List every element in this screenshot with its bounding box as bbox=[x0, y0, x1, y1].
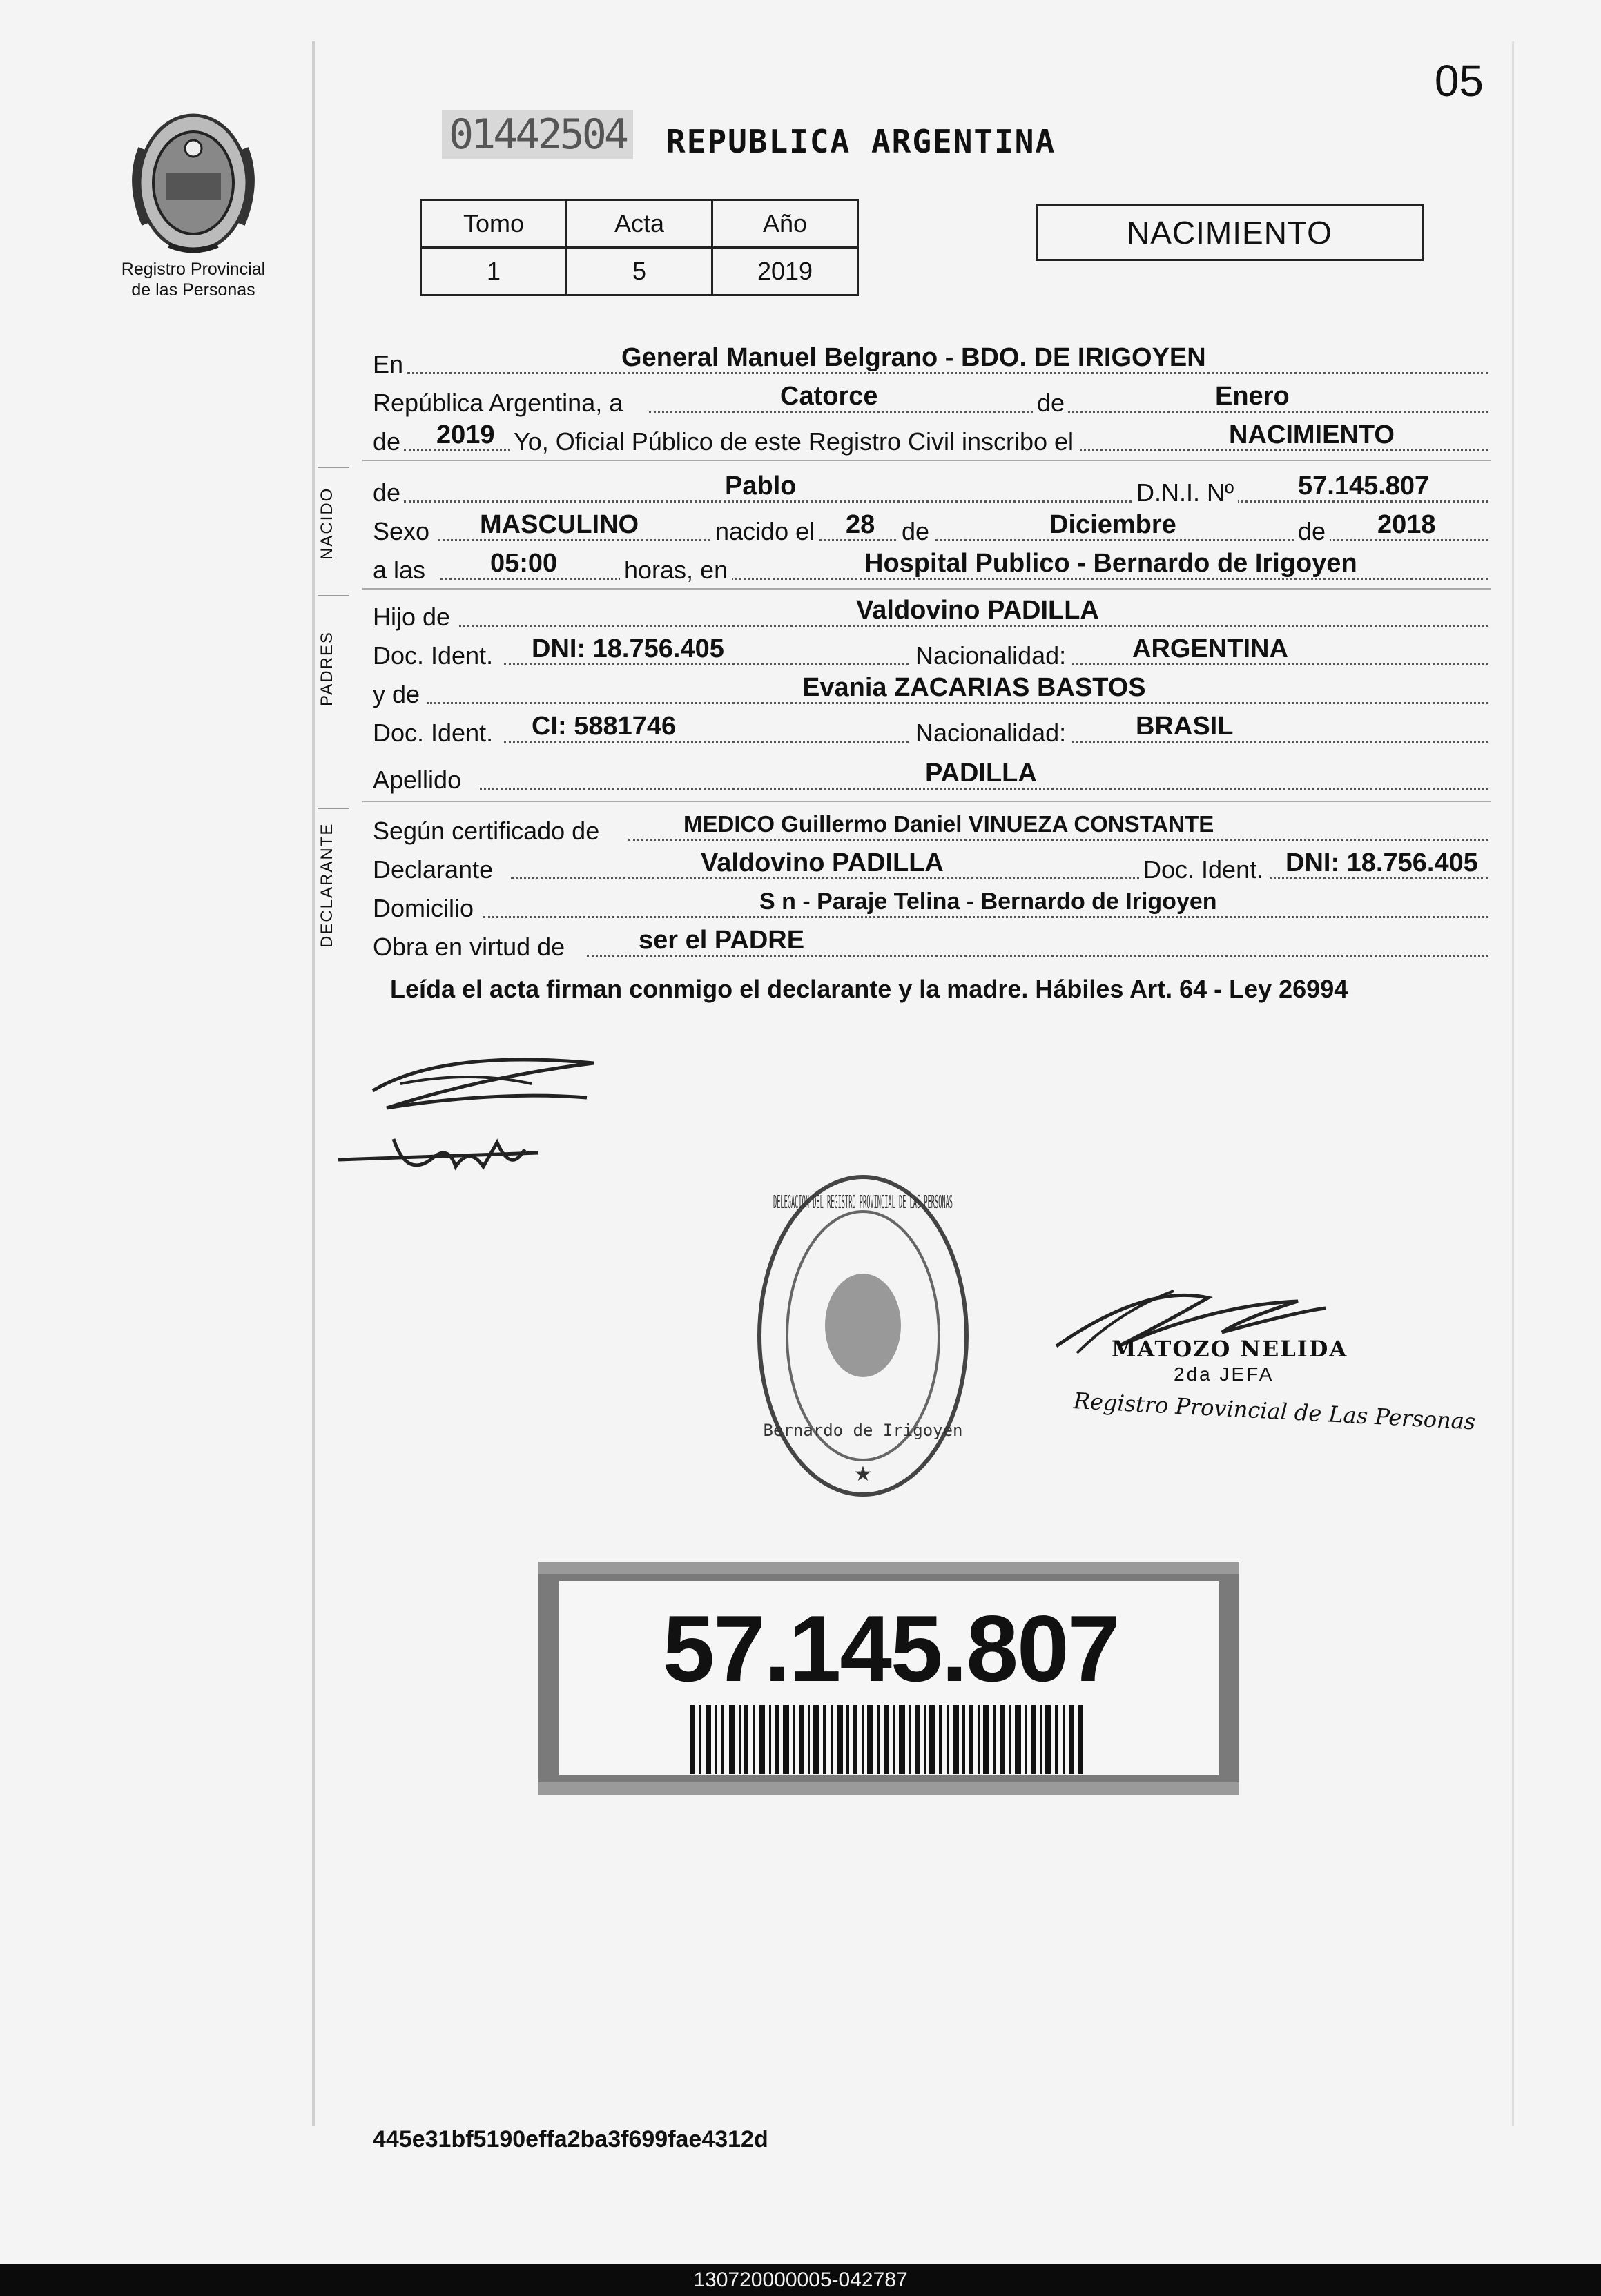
registry-label bbox=[100, 259, 287, 300]
doc-label: Doc. Ident. bbox=[373, 719, 494, 747]
registry-label-line-2: de las Personas bbox=[131, 280, 255, 300]
row-mother bbox=[373, 675, 1488, 708]
father-nationality-value: ARGENTINA bbox=[1132, 634, 1288, 663]
closing-text: Leída el acta firman conmigo el declarante y la madre. Hábiles Art. 64 - Ley 26994 bbox=[390, 975, 1348, 1003]
certificate-value: MEDICO Guillermo Daniel VINUEZA CONSTANTE bbox=[683, 811, 1214, 837]
page-number: 05 bbox=[1434, 56, 1484, 106]
hijo-label: Hijo de bbox=[373, 603, 451, 631]
officer-role: 2da JEFA bbox=[1174, 1363, 1274, 1385]
declarant-doc-value: DNI: 18.756.405 bbox=[1285, 848, 1478, 877]
row-certificate bbox=[373, 812, 1488, 845]
capacity-value: ser el PADRE bbox=[639, 926, 805, 955]
a-las-label: a las bbox=[373, 556, 426, 584]
sexo-label: Sexo bbox=[373, 517, 430, 545]
year-value: 2019 bbox=[436, 420, 495, 449]
registry-stamp bbox=[753, 1167, 973, 1505]
declarante-label: Declarante bbox=[373, 855, 494, 884]
stamp-text-inner: Bernardo de Irigoyen bbox=[763, 1421, 963, 1440]
section-padres bbox=[318, 595, 349, 741]
row-father bbox=[373, 598, 1488, 631]
margin-line bbox=[312, 41, 315, 2126]
place-value: General Manuel Belgrano - BDO. DE IRIGOYEN bbox=[621, 343, 1206, 372]
document-hash: 445e31bf5190effa2ba3f699fae4312d bbox=[373, 2126, 768, 2152]
de-year-label: de bbox=[373, 427, 401, 456]
section-divider bbox=[362, 801, 1491, 802]
birth-year-value: 2018 bbox=[1377, 510, 1436, 539]
acta-value: 5 bbox=[567, 248, 712, 295]
obra-label: Obra en virtud de bbox=[373, 933, 565, 961]
declarant-value: Valdovino PADILLA bbox=[701, 848, 944, 877]
anio-header: Año bbox=[712, 200, 858, 248]
misiones-seal-icon bbox=[114, 107, 273, 259]
doc-label: Doc. Ident. bbox=[1139, 856, 1268, 884]
mother-name-value: Evania ZACARIAS BASTOS bbox=[802, 673, 1146, 702]
republic-label: República Argentina, a bbox=[373, 389, 623, 417]
birth-place-value: Hospital Publico - Bernardo de Irigoyen bbox=[864, 549, 1357, 578]
row-mother-doc bbox=[373, 714, 1488, 747]
mother-signature bbox=[331, 1118, 559, 1194]
de-name-label: de bbox=[373, 478, 401, 507]
name-value: Pablo bbox=[725, 471, 797, 500]
section-nacido-label: NACIDO bbox=[318, 487, 336, 560]
mother-nationality-value: BRASIL bbox=[1136, 712, 1234, 741]
acta-header: Acta bbox=[567, 200, 712, 248]
nacionalidad-label: Nacionalidad: bbox=[911, 719, 1070, 747]
section-nacido bbox=[318, 467, 349, 578]
birth-day-value: 28 bbox=[846, 510, 875, 539]
section-declarante-label: DECLARANTE bbox=[318, 822, 336, 948]
surname-value: PADILLA bbox=[925, 759, 1037, 788]
row-year bbox=[373, 422, 1488, 456]
row-place bbox=[373, 345, 1488, 378]
stamp-text-outer: DELEGACION DEL REGISTRO PROVINCIAL DE LAS PERSONAS bbox=[773, 1192, 953, 1213]
en-label: En bbox=[373, 350, 404, 378]
section-declarante bbox=[318, 808, 349, 961]
barcode-icon bbox=[690, 1705, 1084, 1774]
record-type-box: NACIMIENTO bbox=[1036, 204, 1424, 261]
de-birth-year-label: de bbox=[1294, 518, 1330, 545]
birth-time-value: 05:00 bbox=[490, 549, 558, 578]
de-birth-label: de bbox=[897, 518, 933, 545]
serial-number: 01442504 bbox=[442, 110, 633, 159]
tomo-header: Tomo bbox=[421, 200, 567, 248]
sexo-value: MASCULINO bbox=[480, 510, 639, 539]
row-time bbox=[373, 551, 1488, 584]
certificado-label: Según certificado de bbox=[373, 817, 600, 845]
row-date bbox=[373, 384, 1488, 417]
section-divider bbox=[362, 588, 1491, 590]
sticker-number: 57.145.807 bbox=[662, 1596, 1119, 1701]
country-title: REPUBLICA ARGENTINA bbox=[666, 123, 1056, 160]
row-surname bbox=[373, 761, 1488, 794]
birth-month-value: Diciembre bbox=[1049, 510, 1176, 539]
section-divider bbox=[362, 460, 1491, 461]
y-de-label: y de bbox=[373, 680, 420, 708]
day-value: Catorce bbox=[780, 382, 878, 411]
father-doc-value: DNI: 18.756.405 bbox=[532, 634, 724, 663]
horas-label: horas, en bbox=[620, 556, 732, 584]
officer-name: MATOZO NELIDA bbox=[1112, 1336, 1348, 1362]
month-value: Enero bbox=[1215, 382, 1290, 411]
domicilio-label: Domicilio bbox=[373, 894, 474, 922]
tomo-value: 1 bbox=[421, 248, 567, 295]
row-name bbox=[373, 471, 1488, 507]
record-table bbox=[420, 199, 859, 296]
stamp-star-icon: ★ bbox=[853, 1463, 873, 1486]
section-padres-label: PADRES bbox=[318, 631, 336, 707]
row-capacity bbox=[373, 928, 1488, 961]
address-value: S n - Paraje Telina - Bernardo de Irigoyen bbox=[759, 888, 1217, 915]
inscribe-text: Yo, Oficial Público de este Registro Civil inscribo el bbox=[510, 428, 1078, 456]
apellido-label: Apellido bbox=[373, 766, 462, 794]
registry-label-line-1: Registro Provincial bbox=[121, 260, 266, 279]
dni-value: 57.145.807 bbox=[1298, 471, 1430, 500]
row-address bbox=[373, 889, 1488, 922]
mother-doc-value: CI: 5881746 bbox=[532, 712, 677, 741]
anio-value: 2019 bbox=[712, 248, 858, 295]
de-label: de bbox=[1034, 389, 1067, 417]
right-margin-line bbox=[1512, 41, 1514, 2126]
declarant-signature bbox=[359, 1042, 608, 1125]
footer-code: 130720000005-042787 bbox=[0, 2264, 1601, 2296]
doc-label: Doc. Ident. bbox=[373, 641, 494, 670]
dni-label: D.N.I. Nº bbox=[1132, 479, 1238, 507]
row-sex bbox=[373, 512, 1488, 545]
event-value: NACIMIENTO bbox=[1229, 420, 1395, 449]
nacido-label: nacido el bbox=[711, 518, 819, 545]
officer-office: Registro Provincial de Las Personas bbox=[1073, 1388, 1477, 1435]
father-name-value: Valdovino PADILLA bbox=[856, 596, 1099, 625]
row-declarant bbox=[373, 850, 1488, 884]
row-father-doc bbox=[373, 636, 1488, 670]
nacionalidad-label: Nacionalidad: bbox=[911, 642, 1070, 670]
